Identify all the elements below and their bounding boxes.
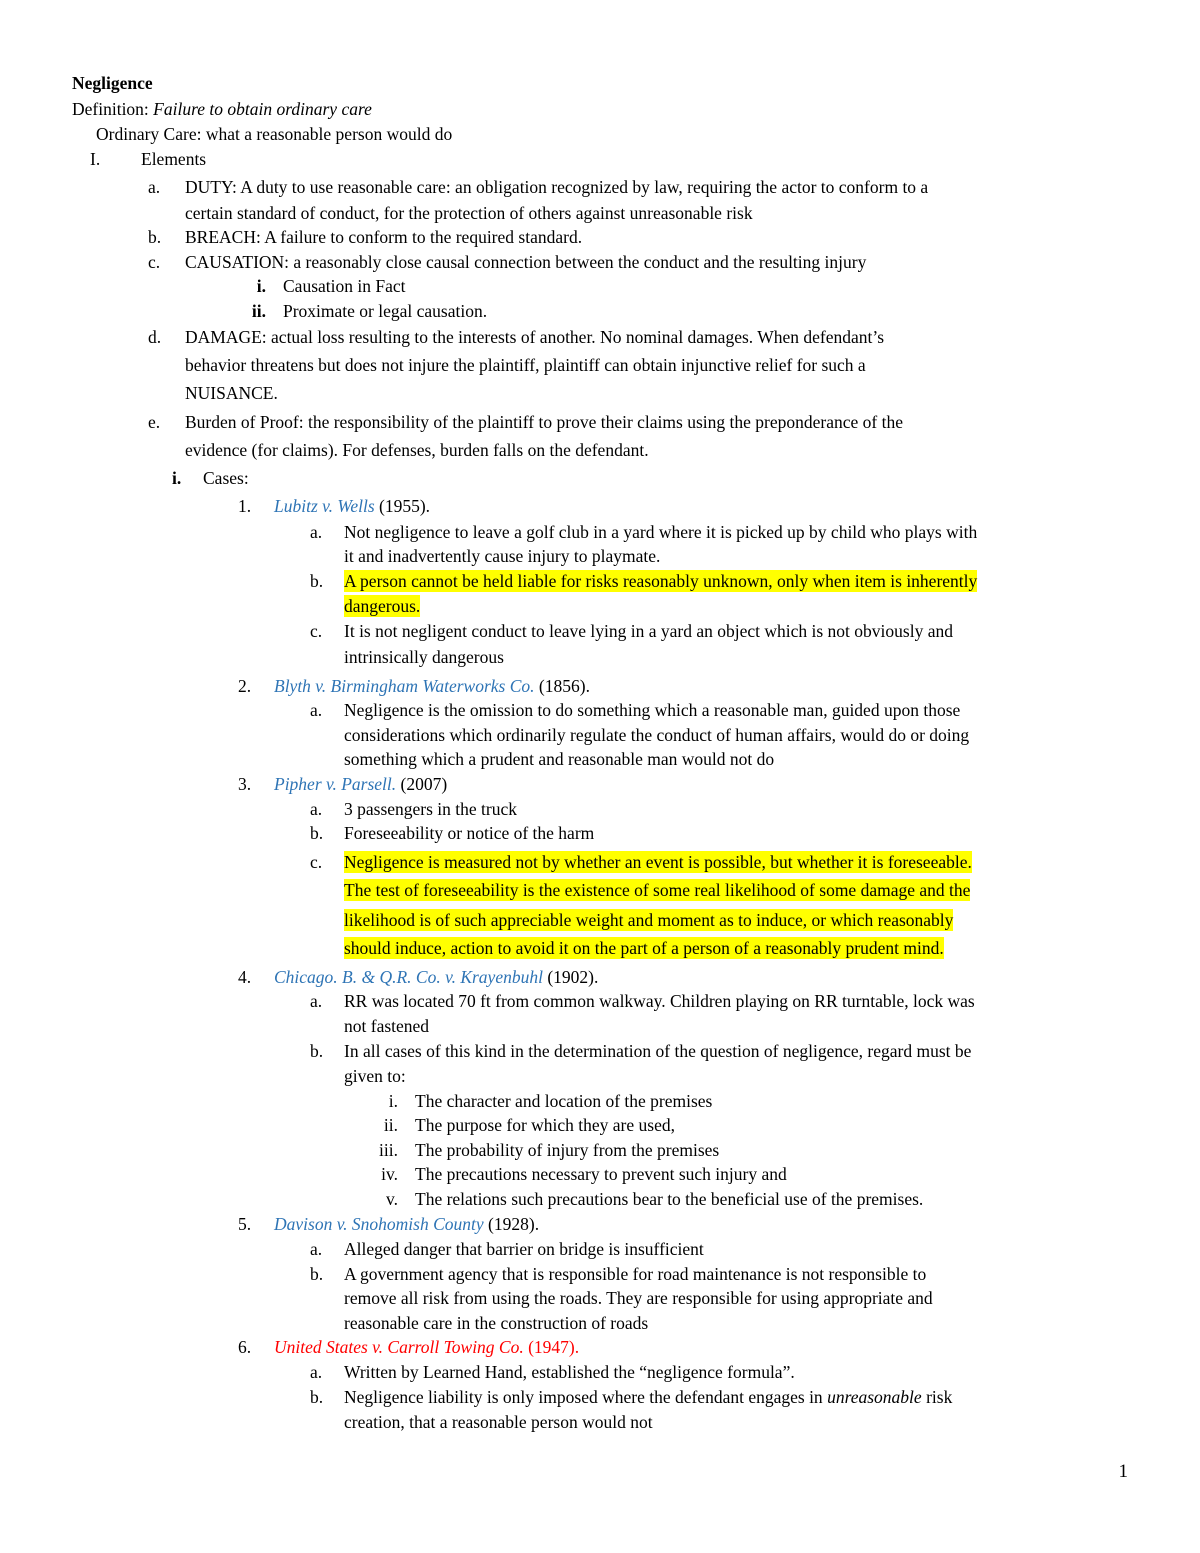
list-item-text: DUTY: A duty to use reasonable care: an obligation recognized by law, requiring the actor to conform to a: [185, 177, 929, 197]
case-heading: [274, 1336, 579, 1358]
case-year: (1947).: [523, 1337, 580, 1357]
list-item-text: A government agency that is responsible for road maintenance is not responsible to: [344, 1264, 927, 1284]
list-marker: 4.: [238, 967, 252, 987]
list-marker: i.: [256, 276, 266, 296]
list-item-text: BREACH: A failure to conform to the required standard.: [185, 227, 583, 247]
list-item-text: Foreseeability or notice of the harm: [344, 823, 595, 843]
list-item-text: evidence (for claims). For defenses, burden falls on the defendant.: [185, 440, 649, 460]
list-item-text: intrinsically dangerous: [344, 647, 504, 667]
highlighted-text: should induce, action to avoid it on the part of a person of a reasonably prudent mind.: [344, 938, 944, 958]
list-item-text: given to:: [344, 1066, 406, 1086]
list-marker: b.: [310, 1387, 324, 1407]
list-marker: 1.: [238, 496, 252, 516]
list-item-text: DAMAGE: actual loss resulting to the interests of another. No nominal damages. When defendant’s: [185, 327, 885, 347]
highlighted-text: dangerous.: [344, 596, 421, 616]
list-marker: v.: [386, 1189, 398, 1209]
ordinary-care-line: Ordinary Care: what a reasonable person would do: [96, 124, 453, 144]
highlighted-text: The test of foreseeability is the existence of some real likelihood of some damage and the: [344, 880, 971, 900]
list-marker: ii.: [383, 1115, 398, 1135]
definition-text: Failure to obtain ordinary care: [153, 99, 372, 119]
list-marker: e.: [148, 412, 161, 432]
list-marker: a.: [310, 1362, 323, 1382]
case-name-link[interactable]: United States v. Carroll Towing Co.: [274, 1337, 524, 1357]
list-marker: c.: [148, 252, 161, 272]
list-item-text: [344, 1386, 952, 1408]
list-marker: a.: [310, 799, 323, 819]
list-marker: c.: [310, 621, 323, 641]
list-item-text: Proximate or legal causation.: [283, 301, 488, 321]
list-item-text: The probability of injury from the premises: [415, 1140, 720, 1160]
list-marker: b.: [310, 1264, 324, 1284]
text-run: Negligence liability is only imposed where the defendant engages in: [344, 1387, 828, 1407]
emphasized-text: unreasonable: [827, 1387, 922, 1407]
list-marker: 3.: [238, 774, 252, 794]
list-item-text: 3 passengers in the truck: [344, 799, 518, 819]
case-heading: [274, 495, 430, 517]
list-item-text: Not negligence to leave a golf club in a yard where it is picked up by child who plays with: [344, 522, 978, 542]
list-item-text: NUISANCE.: [185, 383, 278, 403]
list-item-text: It is not negligent conduct to leave lying in a yard an object which is not obviously and: [344, 621, 953, 641]
case-name-link[interactable]: Chicago. B. & Q.R. Co. v. Krayenbuhl: [274, 967, 543, 987]
case-heading: [274, 773, 447, 795]
list-item-text: The character and location of the premises: [415, 1091, 713, 1111]
case-year: (1856).: [534, 676, 590, 696]
list-item-text: it and inadvertently cause injury to playmate.: [344, 546, 661, 566]
list-item-text: considerations which ordinarily regulate the conduct of human affairs, would do or doing: [344, 725, 970, 745]
list-item-text: certain standard of conduct, for the protection of others against unreasonable risk: [185, 203, 753, 223]
list-item-text: The precautions necessary to prevent such injury and: [415, 1164, 787, 1184]
list-item-text: In all cases of this kind in the determination of the question of negligence, regard must be: [344, 1041, 972, 1061]
highlighted-text: Negligence is measured not by whether an event is possible, but whether it is foreseeable.: [344, 852, 972, 872]
highlighted-text: likelihood is of such appreciable weight and moment as to induce, or which reasonably: [344, 910, 954, 930]
list-marker: iv.: [381, 1164, 398, 1184]
list-item-text: Negligence is the omission to do something which a reasonable man, guided upon those: [344, 700, 961, 720]
highlighted-text: A person cannot be held liable for risks reasonably unknown, only when item is inherently: [344, 571, 978, 591]
case-year: (1902).: [542, 967, 599, 987]
case-heading: [274, 675, 590, 697]
list-marker: c.: [310, 852, 323, 872]
page-title: Negligence: [72, 73, 153, 93]
list-item-text: reasonable care in the construction of roads: [344, 1313, 649, 1333]
list-item-text: Written by Learned Hand, established the “negligence formula”.: [344, 1362, 795, 1382]
list-item-text: something which a prudent and reasonable man would not do: [344, 749, 775, 769]
list-item-text: CAUSATION: a reasonably close causal connection between the conduct and the resulting injury: [185, 252, 867, 272]
list-marker: 6.: [238, 1337, 252, 1357]
list-item-text: The relations such precautions bear to the beneficial use of the premises.: [415, 1189, 924, 1209]
list-item-text: behavior threatens but does not injure the plaintiff, plaintiff can obtain injunctive relief for such a: [185, 355, 866, 375]
elements-marker: I.: [90, 149, 101, 169]
list-marker: 2.: [238, 676, 252, 696]
list-marker: a.: [310, 700, 323, 720]
list-marker: ii.: [251, 301, 266, 321]
list-marker: iii.: [379, 1140, 398, 1160]
case-heading: [274, 1213, 539, 1235]
list-marker: i.: [388, 1091, 398, 1111]
list-marker: b.: [148, 227, 162, 247]
list-marker: a.: [310, 522, 323, 542]
list-marker: i.: [172, 468, 182, 488]
definition-label: Definition:: [72, 99, 154, 119]
case-name-link[interactable]: Lubitz v. Wells: [274, 496, 375, 516]
case-year: (1928).: [483, 1214, 540, 1234]
list-marker: b.: [310, 823, 324, 843]
text-run: risk: [921, 1387, 953, 1407]
list-marker: d.: [148, 327, 162, 347]
list-item-text: RR was located 70 ft from common walkway. Children playing on RR turntable, lock was: [344, 991, 975, 1011]
definition-line: [72, 98, 372, 120]
case-heading: [274, 966, 598, 988]
case-year: (2007): [396, 774, 448, 794]
list-item-text: Causation in Fact: [283, 276, 406, 296]
list-item-text: remove all risk from using the roads. They are responsible for using appropriate and: [344, 1288, 933, 1308]
list-marker: a.: [148, 177, 161, 197]
case-name-link[interactable]: Blyth v. Birmingham Waterworks Co.: [274, 676, 535, 696]
elements-label: Elements: [141, 149, 207, 169]
case-name-link[interactable]: Davison v. Snohomish County: [274, 1214, 484, 1234]
list-marker: a.: [310, 1239, 323, 1259]
list-item-text: Alleged danger that barrier on bridge is insufficient: [344, 1239, 704, 1259]
list-marker: 5.: [238, 1214, 252, 1234]
case-name-link[interactable]: Pipher v. Parsell.: [274, 774, 397, 794]
list-item-text: creation, that a reasonable person would not: [344, 1412, 653, 1432]
list-item-text: not fastened: [344, 1016, 430, 1036]
list-item-text: Burden of Proof: the responsibility of the plaintiff to prove their claims using the preponderance of the: [185, 412, 903, 432]
list-marker: a.: [310, 991, 323, 1011]
list-marker: b.: [310, 571, 324, 591]
list-item-text: The purpose for which they are used,: [415, 1115, 675, 1135]
cases-label: Cases:: [203, 468, 249, 488]
page-number: 1: [1118, 1461, 1128, 1482]
case-year: (1955).: [374, 496, 431, 516]
list-marker: b.: [310, 1041, 324, 1061]
